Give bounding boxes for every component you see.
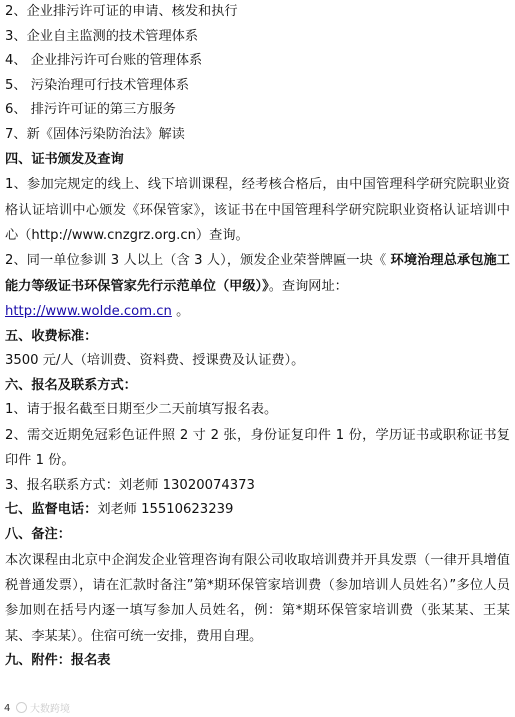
plaque-paragraph (5, 248, 510, 324)
plaque-title: 环境治理总承包施工能力等级证书环保管家先行示范单位（甲级）》 (5, 253, 510, 294)
plaque-end: 。 (171, 304, 190, 320)
supervision-contact: 刘老师 15510623239 (97, 502, 234, 518)
fee-text: 3500 元/人（培训费、资料费、授课费及认证费）。 (5, 353, 305, 369)
plaque-text: 2、同一单位参训 3 人以上（含 3 人），颁发企业荣誉牌匾一块《 (5, 253, 391, 269)
section-heading: 四、证书颁发及查询 (5, 151, 124, 167)
registration-item: 2、需交近期免冠彩色证件照 2 寸 2 张，身份证复印件 1 份，学历证书或职称证书复印件 1 份。 (5, 427, 510, 469)
section-heading: 七、监督电话： (5, 502, 98, 518)
query-label: 。查询网址： (268, 278, 348, 294)
page-number: 4 (4, 703, 11, 714)
section-heading: 九、附件：报名表 (5, 653, 111, 669)
watermark-icon (16, 702, 27, 713)
document-body (5, 0, 510, 674)
query-link[interactable]: http://www.wolde.com.cn (5, 304, 172, 320)
list-item: 6、 排污许可证的第三方服务 (5, 102, 176, 118)
supervision-line (5, 498, 510, 523)
certificate-paragraph: 1、参加完规定的线上、线下培训课程，经考核合格后，由中国管理科学研究院职业资格认证培训中心颁发《环保管家》，该证书在中国管理科学研究院职业资格认证培训中心（http://www.cnzgrz.org.cn）查询。 (5, 177, 510, 243)
section-heading: 五、收费标准： (5, 328, 98, 344)
section-heading: 六、报名及联系方式： (5, 377, 137, 393)
note-paragraph: 本次课程由北京中企润发企业管理咨询有限公司收取培训费并开具发票（一律开具增值税普通发票），请在汇款时备注”第*期环保管家培训费（参加培训人员姓名）”多位人员参加则在括号内逐一填写参加人员姓名，例：第*期环保管家培训费（张某某、王某某、李某某）。住宿可统一安排，费用自理。 (5, 552, 510, 644)
list-item: 2、企业排污许可证的申请、核发和执行 (5, 4, 238, 19)
registration-item: 1、请于报名截至日期至少二天前填写报名表。 (5, 402, 278, 418)
list-item: 7、新《固体污染防治法》解读 (5, 126, 185, 142)
registration-item: 3、报名联系方式：刘老师 13020074373 (5, 477, 255, 493)
section-heading: 八、备注： (5, 526, 71, 542)
watermark-text: 大数跨境 (30, 704, 70, 715)
list-item: 5、 污染治理可行技术管理体系 (5, 77, 190, 93)
list-item: 4、 企业排污许可台账的管理体系 (5, 53, 203, 69)
watermark (16, 700, 70, 715)
list-item: 3、企业自主监测的技术管理体系 (5, 28, 199, 44)
